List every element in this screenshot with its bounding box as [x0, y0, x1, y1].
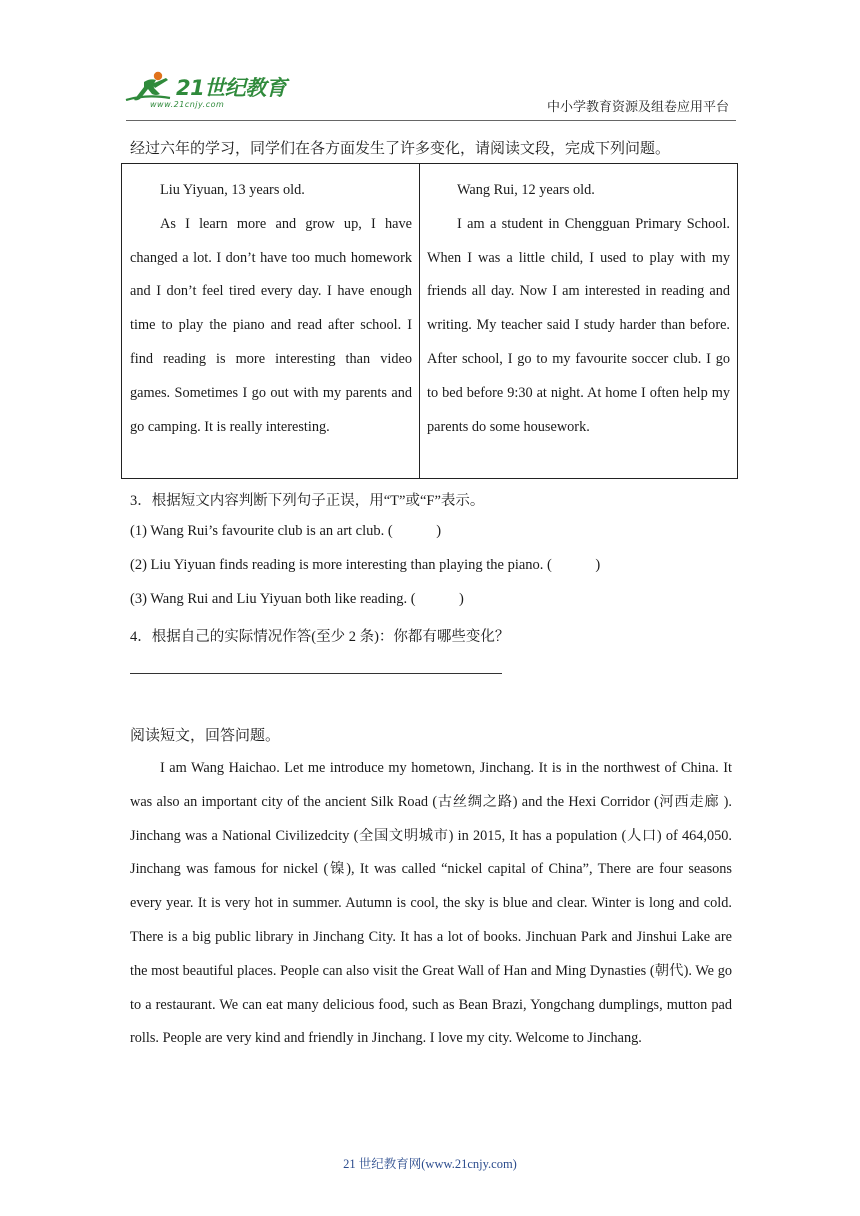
section-title: 阅读短文，回答问题。 — [130, 728, 281, 744]
logo-url: www.21cnjy.com — [150, 100, 225, 109]
cell-body: I am a student in Chengguan Primary School. When I was a little child, I used to play with my friends all day. Now I am interested in reading and writing. My teacher said I study harder than before. After school, I go to my favourite soccer club. I go to bed before 9:30 at night. At home I often help my parents do some housework. — [427, 215, 730, 435]
intro-text: 经过六年的学习，同学们在各方面发生了许多变化，请阅读文段，完成下列问题。 — [130, 141, 671, 157]
page-footer: 21 世纪教育网(www.21cnjy.com) — [343, 1157, 517, 1171]
table-cell-wang-rui — [420, 164, 737, 478]
passage-table — [121, 163, 738, 479]
question-4: 4．根据自己的实际情况作答(至少 2 条)：你都有哪些变化？ — [130, 629, 510, 645]
logo-text: 21世纪教育 — [176, 76, 287, 100]
question-3-instruction: 3．根据短文内容判断下列句子正误，用“T”或“F”表示。 — [130, 493, 485, 509]
reading-passage: I am Wang Haichao. Let me introduce my hometown, Jinchang. It is in the northwest of China. It was also an important city of the ancient Silk Road (古丝绸之路) and the Hexi Corridor (河西走廊 ). Jinchang was a National Civilizedcity (全国文明城市) in 2015, It has a population (人口) of 464,050. Jinchang was famous for nickel (镍), It was called “nickel capital of China”, There are four seasons every year. It is very hot in summer. Autumn is cool, the sky is blue and clear. Winter is long and cold. There is a big public library in Jinchang City. It has a lot of books. Jinchuan Park and Jinshui Lake are the most beautiful places. People can also visit the Great Wall of Han and Ming Dynasties (朝代). We go to a restaurant. We can eat many delicious food, such as Bean Brazi, Yongchang dumplings, mutton pad rolls. People are very kind and friendly in Jinchang. I love my city. Welcome to Jinchang. — [130, 760, 732, 1047]
header-divider — [126, 120, 736, 121]
question-3-3: (3) Wang Rui and Liu Yiyuan both like reading. ( ) — [130, 591, 464, 607]
answer-line[interactable] — [130, 673, 502, 674]
cell-name: Liu Yiyuan, 13 years old. — [160, 182, 305, 198]
platform-label: 中小学教育资源及组卷应用平台 — [546, 99, 729, 114]
question-3-2: (2) Liu Yiyuan finds reading is more interesting than playing the piano. ( ) — [130, 557, 601, 573]
cell-body: As I learn more and grow up, I have changed a lot. I don’t have too much homework and I don’t feel tired every day. I have enough time to play the piano and read after school. I find reading is more interesting than video games. Sometimes I go out with my parents and go camping. It is really interesting. — [130, 215, 412, 435]
cell-name: Wang Rui, 12 years old. — [457, 182, 595, 198]
table-cell-liu-yiyuan — [122, 164, 420, 478]
question-3-1: (1) Wang Rui’s favourite club is an art club. ( ) — [130, 523, 442, 539]
